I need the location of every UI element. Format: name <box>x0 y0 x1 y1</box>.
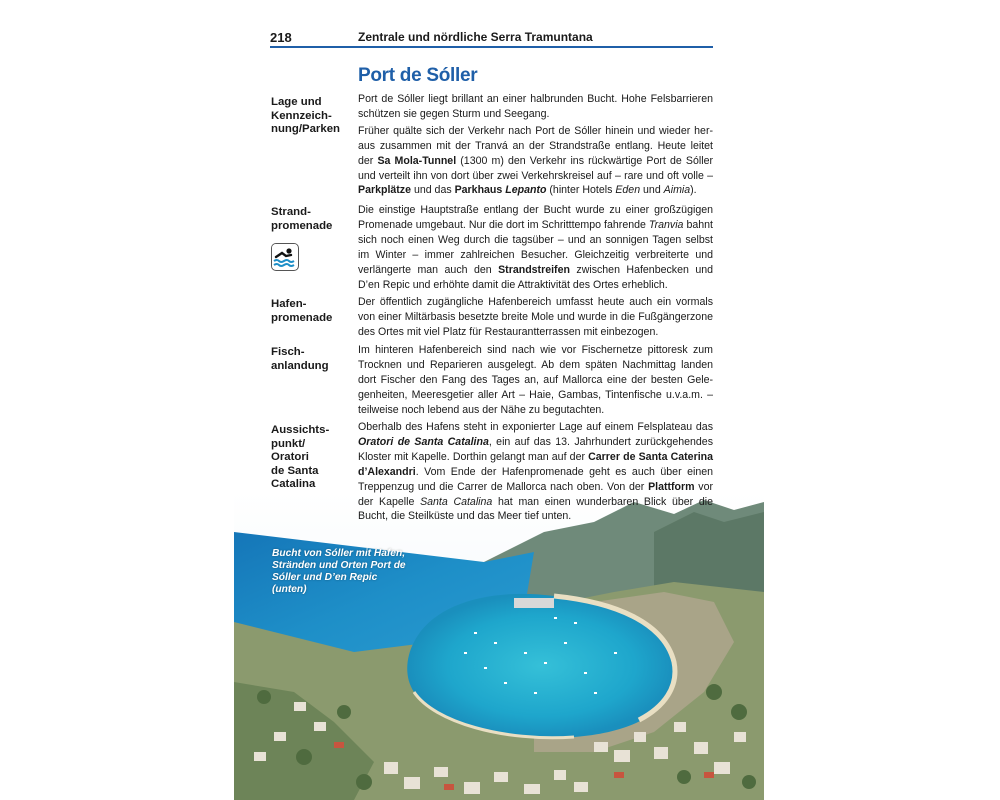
margin-line: anlandung <box>271 359 329 372</box>
margin-line: Strand- <box>271 206 311 218</box>
text-hafenpromenade <box>358 295 713 342</box>
text-fischanlandung <box>358 343 713 420</box>
paragraph: Der öffentlich zugängliche Hafenbereich umfasst heute auch ein vormals von einer Miltärbasis besetzte breite Mole und wurde in die Fußgängerzone des Ortes mit viel Platz für Restaurantterrassen mit einbezogen. <box>358 296 713 338</box>
margin-label-hafenpromenade <box>271 298 351 325</box>
text-aussichtspunkt <box>358 420 713 526</box>
paragraph: Port de Sóller liegt brillant an einer halbrunden Bucht. Hohe Felsbarrieren schützen sie gegen Sturm und Seegang. <box>358 93 713 120</box>
section-title: Port de Sóller <box>358 65 478 86</box>
text-strandpromenade <box>358 203 713 294</box>
paragraph: Oberhalb des Hafens steht in exponierter Lage auf einem Felsplateau das Oratori de Santa Catalina, ein auf das 13. Jahrhundert zurückgehendes Kloster mit Kapelle. Dorthin gelangt man auf der Carrer de Santa Caterina d’Alexandri. Vom Ende der Hafenpromenade geht es auch über einen Treppenzug und die Carrer de Mallorca nach oben. Von der Plattform vor der Kapelle Santa Catalina hat man einen wunderbaren Blick über die Bucht, die Steilküste und das Meer tief unten. <box>358 421 714 523</box>
margin-line: Fisch- <box>271 346 305 358</box>
margin-label-strandpromenade <box>271 206 351 233</box>
paragraph: Die einstige Hauptstraße entlang der Bucht wurde zu einer großzügigen Promenade umgebaut. Nur die dort im Schritttempo fahrende Tranvia bahnt sich noch einen Weg durch die tagsüber – und an sonnigen Tagen selbst im Winter – immer zahlreichen Besucher. Gleichzeitig verbreiterte und verlängerte man auch den Strandstreifen zwischen Hafenbecken und D’en Repic und erhöhte damit die Attraktivität des Ortes erheblich. <box>358 204 713 291</box>
margin-line: Oratori <box>271 451 309 464</box>
margin-line: Kennzeich- <box>271 109 332 122</box>
margin-line: promenade <box>271 219 333 232</box>
margin-line: nung/Parken <box>271 123 340 136</box>
margin-label-aussichtspunkt <box>271 424 351 492</box>
book-page <box>234 0 764 800</box>
bay-photo <box>234 492 764 800</box>
margin-line: Aussichts- <box>271 424 330 436</box>
margin-line: Hafen- <box>271 298 307 310</box>
running-title: Zentrale und nördliche Serra Tramuntana <box>358 30 593 44</box>
paragraph: Früher quälte sich der Verkehr nach Port de Sóller hinein und wieder heraus zusammen mit der Tranvá an der Strandstraße entlang. Heute leitet der Sa Mola-Tunnel (1300 m) den Verkehr ins rückwärtige Port de Sóller und verteilt ihn von dort über zwei Verkehrskreisel auf – rare und oft volle – Parkplätze und das Parkhaus Lepanto (hinter Hotels Eden und Aimia). <box>358 124 713 197</box>
margin-line: Catalina <box>271 478 316 491</box>
margin-label-fischanlandung <box>271 346 351 373</box>
margin-line: Lage und <box>271 96 322 108</box>
page-number: 218 <box>270 30 292 45</box>
margin-line: de Santa <box>271 464 319 477</box>
photo-caption: Bucht von Sóller mit Hafen, Stränden und Orten Port de Sóller und D’en Repic (unten) <box>272 548 406 595</box>
paragraph: Im hinteren Hafenbereich sind nach wie vor Fischernetze pittoresk zum Trocknen und Reparieren ausgelegt. Ab dem späten Nachmittag landen dort Fischer den Fang des Tages an, auf Mallorca eine der besten Gelegenheiten, Meeresgetier aller Art – Haie, Gambas, Tintenfische u.v.a.m. – teilweise noch lebend aus der Nähe zu begutachten. <box>358 344 713 416</box>
margin-line: promenade <box>271 311 333 324</box>
margin-label-lage <box>271 96 351 137</box>
swimming-icon <box>271 243 299 271</box>
text-lage <box>358 92 713 200</box>
margin-line: punkt/ <box>271 437 306 450</box>
page-header <box>270 28 713 48</box>
